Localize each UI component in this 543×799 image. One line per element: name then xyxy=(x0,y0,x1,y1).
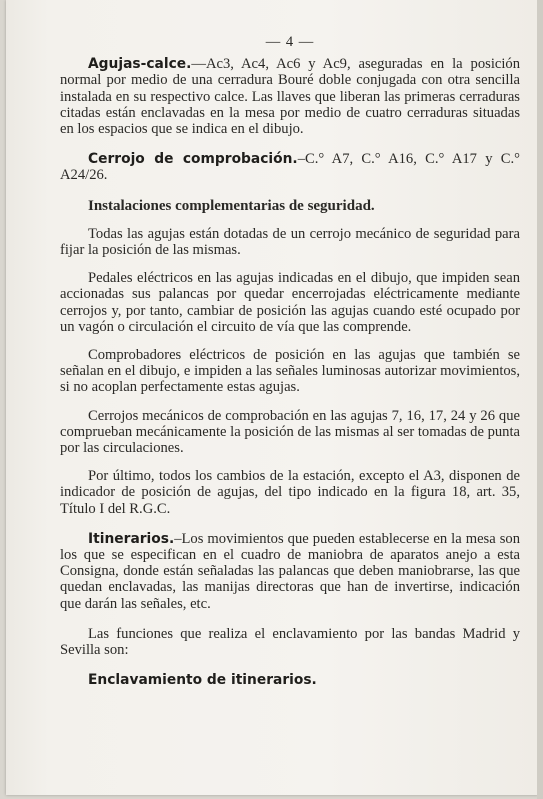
heading-cerrojo-comprobacion: Cerrojo de comprobación. xyxy=(88,151,298,168)
paragraph-itinerarios xyxy=(60,531,520,612)
heading-agujas-calce: Agujas-calce. xyxy=(88,56,192,73)
page-number: — 4 — xyxy=(265,34,315,50)
paragraph-funciones: Las funciones que realiza el enclavamiento por las bandas Madrid y Sevilla son: xyxy=(60,625,520,659)
paragraph-cerrojo-comprobacion xyxy=(60,151,520,183)
heading-enclavamiento-itinerarios: Enclavamiento de itinerarios. xyxy=(88,672,317,689)
page-edge xyxy=(537,0,543,799)
paragraph-enclavamiento-heading xyxy=(60,672,520,688)
paragraph-pedales-electricos: Pedales eléctricos en las agujas indicadas en el dibujo, que impiden sean accionadas sus palancas por quedar encerrojadas eléctricamente mediante cerrojos y, por tanto, cambiar de posición las agujas cuando esté ocupado por un vagón o circulación el circuito de vía que las comprende. xyxy=(60,270,520,335)
text-cerrojo-comprobacion: –C.° A7, C.° A16, C.° A17 y C.° A24/26. xyxy=(60,151,520,184)
paragraph-cerrojos-mecanicos: Cerrojos mecánicos de comprobación en las agujas 7, 16, 17, 24 y 26 que comprueban mecánicamente la posición de las mismas al ser tomadas de punta por las circulaciones. xyxy=(60,407,520,457)
text-agujas-calce: —Ac3, Ac4, Ac6 y Ac9, aseguradas en la posición normal por medio de una cerradura Bouré doble conjugada con otra sencilla instalada en su respectivo calce. Las llaves que liberan las primeras cerraduras citadas están enclavadas en la mesa por medio de cuatro cerraduras situadas en los espacios que se indica en el dibujo. xyxy=(60,56,520,138)
paragraph-instalaciones-heading xyxy=(60,198,520,214)
text-itinerarios: –Los movimientos que pueden establecerse en la mesa son los que se especifican en el cuadro de maniobra de aparatos anejo a esta Consigna, donde están señaladas las palancas que deben maniobrarse, las que quedan enclavadas, las manijas directoras que han de invertirse, indicación que darán las señales, etc. xyxy=(60,530,520,612)
heading-instalaciones-complementarias: Instalaciones complementarias de seguridad. xyxy=(88,197,375,214)
paragraph-comprobadores-electricos: Comprobadores eléctricos de posición en las agujas que también se señalan en el dibujo, e impiden a las señales luminosas autorizar movimientos, si no acoplan perfectamente estas agujas. xyxy=(60,347,520,396)
paragraph-por-ultimo: Por último, todos los cambios de la estación, excepto el A3, disponen de indicador de posición de agujas, del tipo indicado en la figura 18, art. 35, Título I del R.G.C. xyxy=(60,468,520,517)
page-content xyxy=(60,34,520,689)
heading-itinerarios: Itinerarios. xyxy=(88,530,175,547)
paragraph-agujas-calce xyxy=(60,56,520,137)
paragraph-cerrojo-mecanico: Todas las agujas están dotadas de un cerrojo mecánico de seguridad para fijar la posición de las mismas. xyxy=(60,225,520,259)
